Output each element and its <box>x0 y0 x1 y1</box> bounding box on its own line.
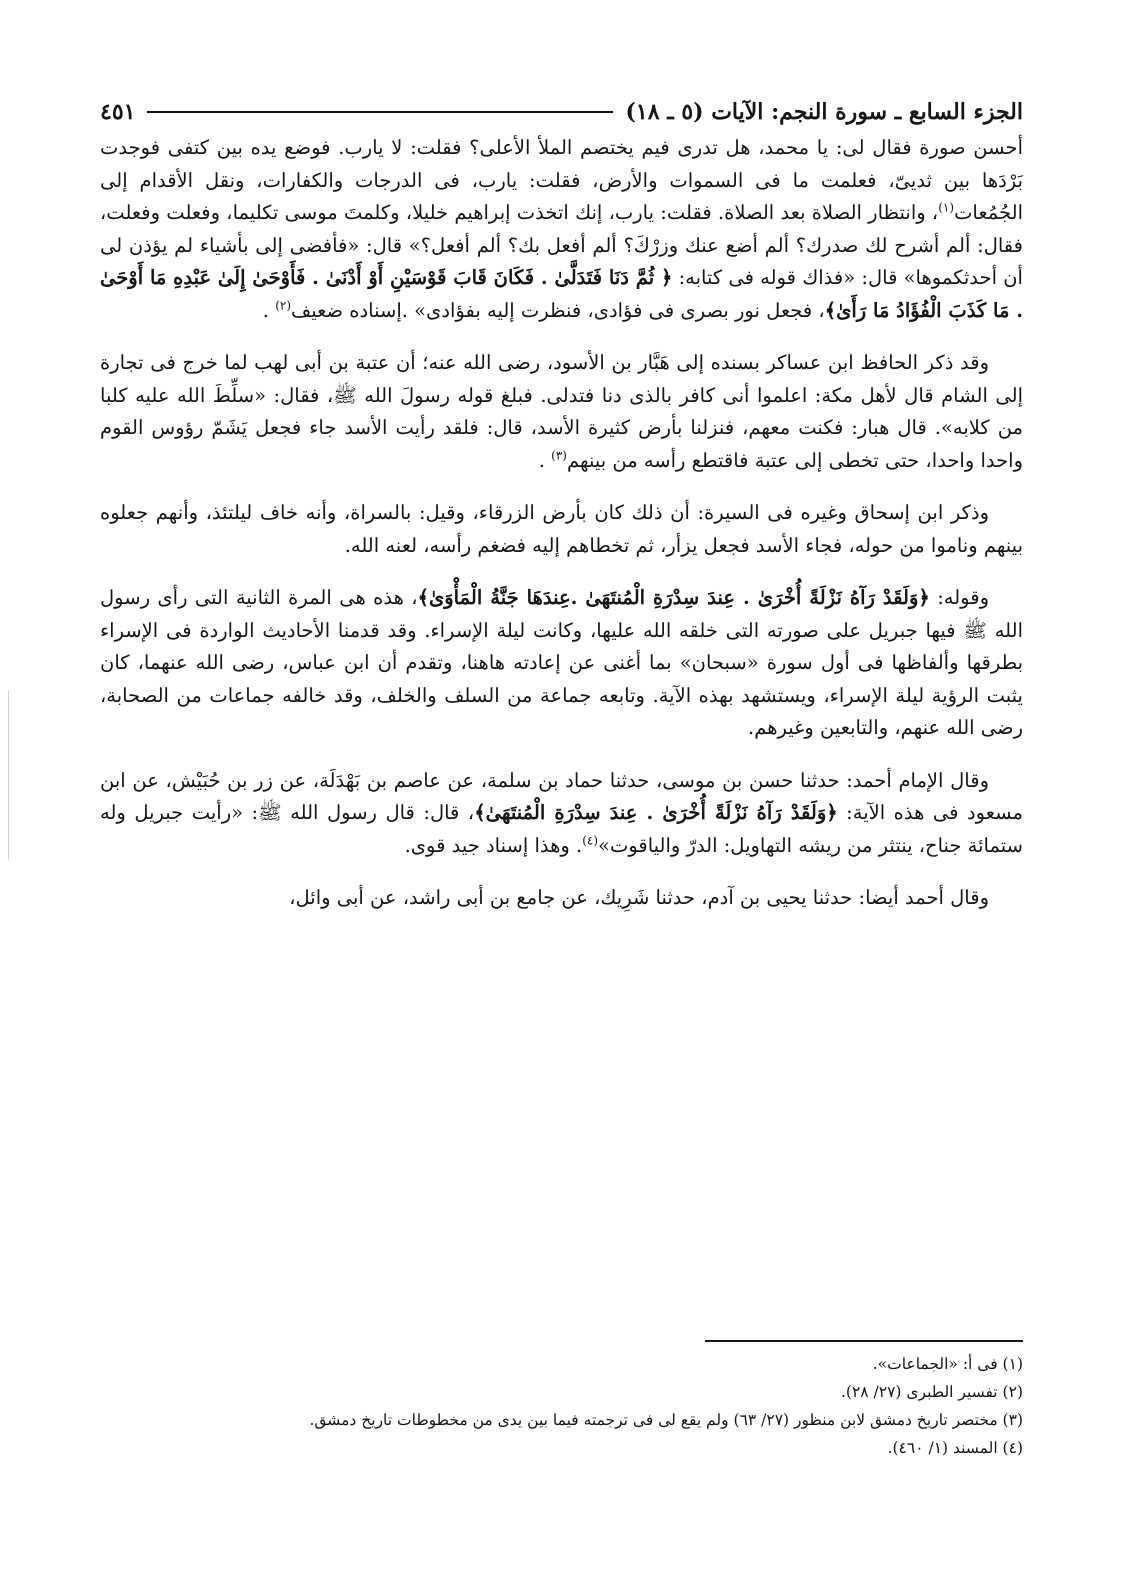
text-run: ، هذه هى المرة الثانية التى رأى رسول الله ﷺ فيها جبريل على صورته التى خلقه الله عليها، وكانت ليلة الإسراء. وقد قدمنا الأحاديث الواردة فى الإسراء بطرقها وألفاظها فى أول سورة «سبحان» بما أغنى عن إعادته هاهنا، وتقدم أن ابن عباس، رضى الله عنهما، كان يثبت الرؤية ليلة الإسراء، ويستشهد بهذه الآية. وتابعه جماعة من السلف والخلف، وقد خالفه جماعات من الصحابة، رضى الله عنهم، والتابعين وغيرهم. <box>100 586 1023 739</box>
text-run: وقال أحمد أيضا: حدثنا يحيى بن آدم، حدثنا شَرِيك، عن جامع بن أبى راشد، عن أبى وائل، <box>289 886 989 909</box>
header-title: الجزء السابع ـ سورة النجم: الآيات (٥ ـ ١٨) <box>625 99 1023 125</box>
paragraph <box>100 497 1023 562</box>
text-run: وقد ذكر الحافظ ابن عساكر بسنده إلى هَبَّار بن الأسود، رضى الله عنه؛ أن عتبة بن أبى لهب لما خرج فى تجارة إلى الشام قال لأهل مكة: اعلموا أنى كافر بالذى دنا فتدلى. فبلغ قوله رسولَ الله ﷺ، فقال: «سلِّطَ الله عليه كلبا من كلابه». قال هبار: فكنت معهم، فنزلنا بأرض كثيرة الأسد، قال: فلقد رأيت الأسد جاء فجعل يَشَمّ رؤوس القوم واحدا واحدا، حتى تخطى إلى عتبة فاقتطع رأسه من بينهم <box>100 351 1023 472</box>
running-header <box>100 92 1023 132</box>
footnote: (٢) تفسير الطبرى (٢٧/ ٢٨). <box>840 1383 1023 1401</box>
paragraph <box>100 347 1023 477</box>
scan-edge-mark <box>8 690 9 860</box>
text-run: . <box>538 448 552 472</box>
text-run: أحسن صورة فقال لى: يا محمد، هل تدرى فيم يختصم الملأ الأعلى؟ فقلت: لا يارب. فوضع يده بين كتفى فوجدت بَرْدَها بين ثديىّ، فعلمت ما فى السموات والأرض، فقلت: يارب، فى الدرجات والكفارات، ونقل الأقدام إلى الجُمُعات <box>100 136 1023 224</box>
footnote: (٤) المسند (١/ ٤٦٠). <box>887 1439 1023 1457</box>
footnote-ref: (٣) <box>551 448 567 462</box>
text-run: ، فجعل نور بصرى فى فؤادى، فنظرت إليه بفؤادى» .إسناده ضعيف <box>291 298 825 322</box>
text-run: وذكر ابن إسحاق وغيره فى السيرة: أن ذلك كان بأرض الزرقاء، وقيل: بالسراة، وأنه خاف ليلتئذ، وأنهم جعلوه بينهم وناموا من حوله، فجاء الأسد فجعل يزأر، ثم تخطاهم إليه فضغم رأسه، لعنه الله. <box>100 501 1023 557</box>
quran-verse: ﴿وَلَقَدْ رَآهُ نَزْلَةً أُخْرَىٰ . عِندَ سِدْرَةِ الْمُنتَهَىٰ﴾ <box>474 801 838 824</box>
paragraph <box>100 582 1023 745</box>
footnote-ref: (٤) <box>582 833 599 847</box>
page-number: ٤٥١ <box>100 99 136 125</box>
main-text <box>100 132 1023 935</box>
paragraph <box>100 882 1023 915</box>
quran-verse: ﴿وَلَقَدْ رَآهُ نَزْلَةً أُخْرَىٰ . عِندَ سِدْرَةِ الْمُنتَهَىٰ .عِندَهَا جَنَّةُ الْمَأْوَىٰ﴾ <box>417 586 930 609</box>
footnote: (١) فى أ: «الجماعات». <box>872 1355 1023 1373</box>
header-rule <box>147 111 613 113</box>
paragraph <box>100 132 1023 327</box>
footnote: (٣) مختصر تاريخ دمشق لابن منظور (٢٧/ ٦٣) ولم يقع لى فى ترجمته فيما بين يدى من مخطوطات تاريخ دمشق. <box>309 1411 1023 1429</box>
paragraph <box>100 765 1023 863</box>
footnote-separator <box>705 1340 1023 1342</box>
text-run: وقال الإمام أحمد: حدثنا حسن بن موسى، حدثنا حماد بن سلمة، عن عاصم بن بَهْدَلَة، عن زر بن حُبَيْش، عن ابن مسعود فى هذه الآية: <box>100 768 1023 824</box>
footnote-ref: (٢) <box>275 298 292 312</box>
text-run: ، وانتظار الصلاة بعد الصلاة. فقلت: يارب، إنك اتخذت إبراهيم خليلا، وكلمتَ موسى تكليما، وفعلت وفعلت، فقال: ألم أشرح لك صدرك؟ ألم أضع عنك وزرْكَ؟ ألم أفعل بك؟ ألم أفعل؟» قال: «فأفضى إلى بأشياء لم يؤذن لى أن أحدثكموها» قال: «فذاك قوله فى كتابه: <box>100 201 1023 289</box>
text-run: ، قال: قال رسول الله ﷺ: «رأيت جبريل وله ستمائة جناح، ينتثر من ريشه التهاويل: الدرّ والياقوت» <box>100 801 1023 857</box>
text-run: وقوله: <box>929 586 989 609</box>
footnotes <box>100 1350 1023 1462</box>
footnote-ref: (١) <box>938 200 955 215</box>
quran-verse: ﴿ ثُمَّ دَنَا فَتَدَلَّىٰ . فَكَانَ قَابَ قَوْسَيْنِ أَوْ أَدْنَىٰ . فَأَوْحَىٰ إِلَىٰ عَبْدِهِ مَا أَوْحَىٰ . مَا كَذَبَ الْفُؤَادُ مَا رَأَىٰ﴾ <box>100 266 1023 322</box>
text-run: . <box>262 298 276 322</box>
text-run: . وهذا إسناد جيد قوى. <box>404 833 583 857</box>
